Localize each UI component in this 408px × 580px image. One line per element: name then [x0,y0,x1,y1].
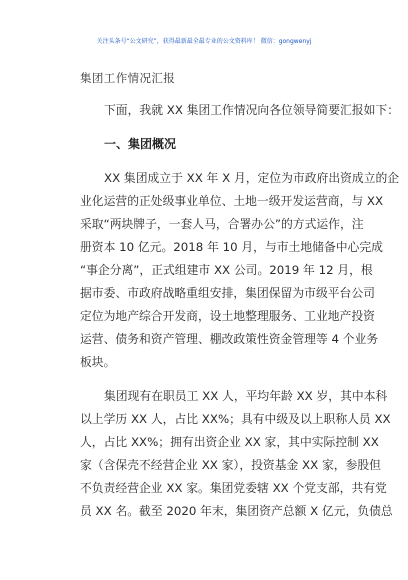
paragraph-line: 业化运营的正处级事业单位、土地一级开发运营商，与 XX [80,194,384,208]
paragraph-line: 家（含保壳不经营企业 XX 家），投资基金 XX 家，参股但 [80,458,381,472]
section-heading-overview: 一、集团概况 [104,137,177,151]
paragraph-line: 人，占比 XX%；拥有出资企业 XX 家，其中实际控制 XX [80,435,379,449]
paragraph-line: 板块。 [80,355,116,369]
paragraph-line: “事企分离”，正式组建市 XX 公司。2019 年 12 月，根 [80,263,373,277]
paragraph-line: 据市委、市政府战略重组安排，集团保留为市级平台公司 [80,286,375,300]
paragraph-line: XX 集团成立于 XX 年 X 月，定位为市政府出资成立的企 [104,171,400,185]
paragraph-line: 员 XX 名。截至 2020 年末，集团资产总额 X 亿元，负债总 [80,504,393,518]
paragraph-line: 集团现有在职员工 XX 人，平均年龄 XX 岁，其中本科 [104,389,388,403]
intro-line: 下面，我就 XX 集团工作情况向各位领导简要汇报如下： [104,103,399,117]
paragraph-line: 不负责经营企业 XX 家。集团党委辖 XX 个党支部，共有党 [80,481,387,495]
document-title: 集团工作情况汇报 [80,71,176,85]
promo-banner-text: 关注头条号“公文研究”，获得最新最全最专业的公文资料库！ 微信：gongwenyj [96,38,312,45]
paragraph-line: 采取“两块牌子，一套人马，合署办公”的方式运作，注 [80,217,364,231]
paragraph-line: 以上学历 XX 人，占比 XX%；具有中级及以上职称人员 XX [80,412,391,426]
paragraph-line: 运营、债务和资产管理、棚改政策性资金管理等 4 个业务 [80,332,379,346]
paragraph-line: 定位为地产综合开发商，设土地整理服务、工业地产投资 [80,309,375,323]
paragraph-line: 册资本 10 亿元。2018 年 10 月，与市土地储备中心完成 [80,240,383,254]
